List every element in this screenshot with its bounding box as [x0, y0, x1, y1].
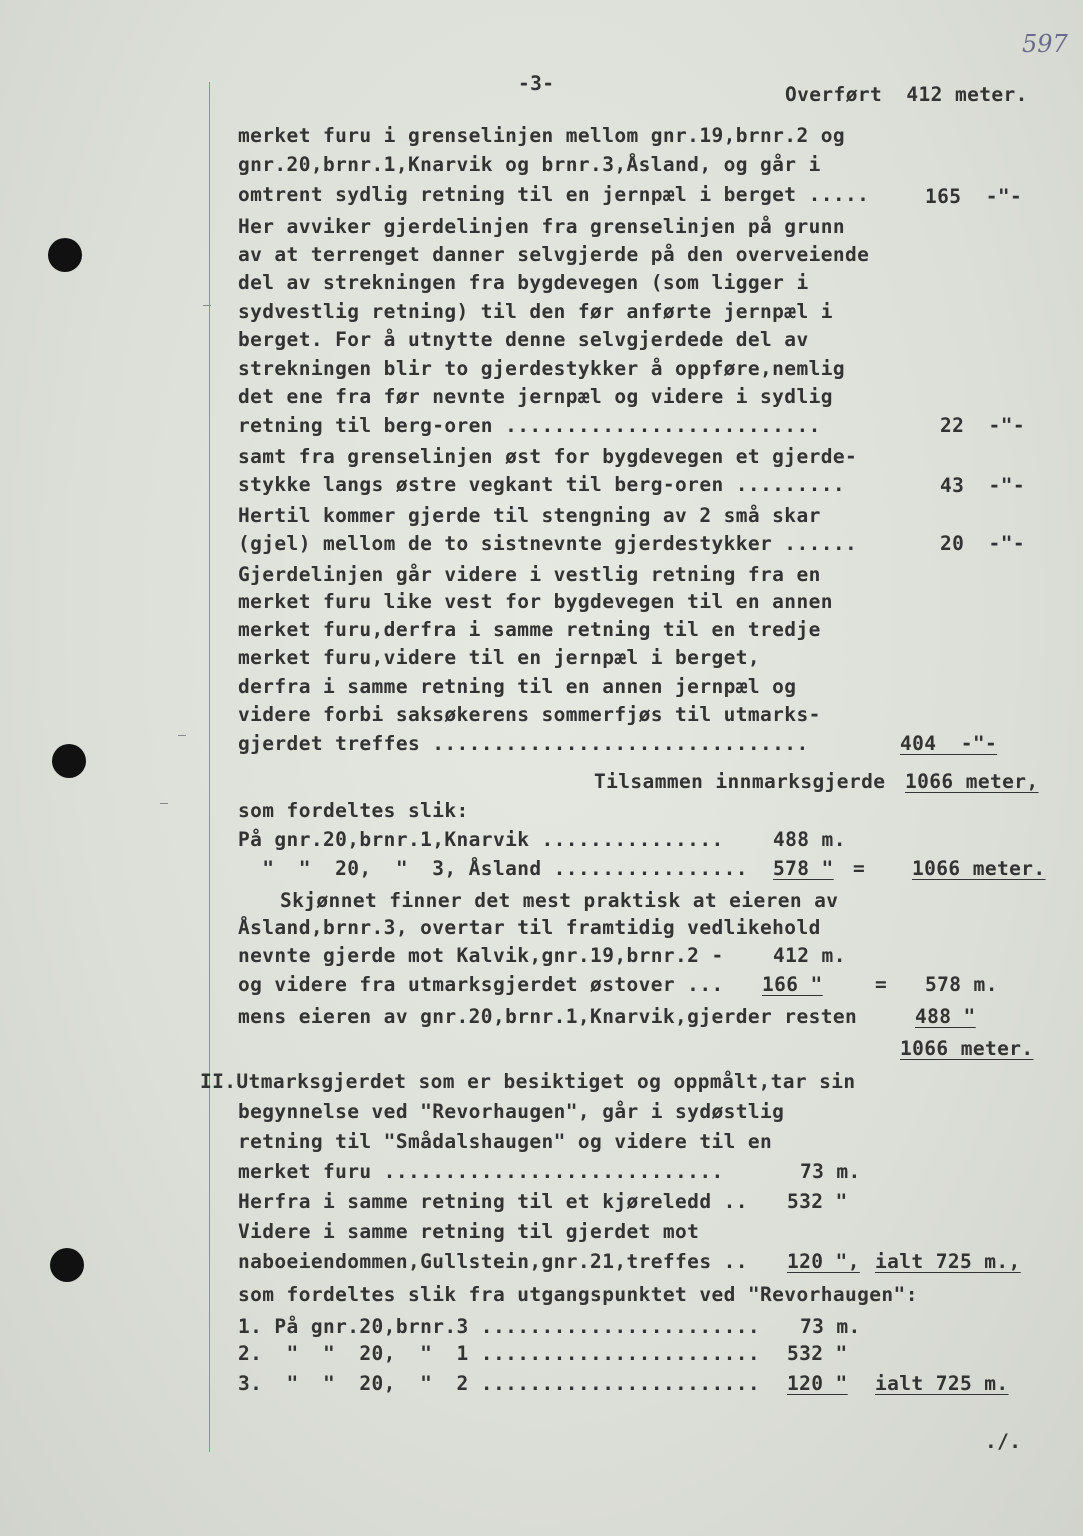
text-line: Herfra i samme retning til et kjøreledd ..: [238, 1190, 748, 1213]
text-line: merket furu,videre til en jernpæl i berget,: [238, 646, 761, 669]
amount: 488 ": [915, 1005, 976, 1028]
margin-tick: [178, 735, 186, 736]
text-line: " " 20, " 3, Åsland ................: [238, 857, 748, 880]
amount: 73 m.: [800, 1160, 861, 1183]
continuation-mark: ./.: [985, 1430, 1022, 1453]
text-line: nevnte gjerde mot Kalvik,gnr.19,brnr.2 -: [238, 944, 724, 967]
text-line: av at terrenget danner selvgjerde på den overveiende: [238, 243, 870, 266]
text-line: berget. For å utnytte denne selvgjerdede del av: [238, 328, 809, 351]
margin-rule: [209, 82, 210, 1452]
text-line: strekningen blir to gjerdestykker å oppføre,nemlig: [238, 357, 845, 380]
text-line: derfra i samme retning til en annen jernpæl og: [238, 675, 797, 698]
amount: 578 ": [773, 857, 834, 880]
text-line: begynnelse ved "Revorhaugen", går i sydøstlig: [238, 1100, 785, 1123]
text-line: som fordeltes slik:: [238, 799, 469, 822]
text-line: II.Utmarksgjerdet som er besiktiget og oppmålt,tar sin: [200, 1070, 856, 1093]
text-line: 3. " " 20, " 2 .......................: [238, 1372, 761, 1395]
text-line: merket furu like vest for bygdevegen til en annen: [238, 590, 833, 613]
margin-tick: [160, 803, 168, 804]
punch-hole: [52, 744, 86, 778]
text-line: videre forbi saksøkerens sommerfjøs til utmarks-: [238, 703, 821, 726]
text-line: naboeiendommen,Gullstein,gnr.21,treffes ..: [238, 1250, 748, 1273]
text-line: og videre fra utmarksgjerdet østover ...: [238, 973, 724, 996]
amount: 1066 meter.: [900, 1037, 1034, 1060]
text-line: del av strekningen fra bygdevegen (som ligger i: [238, 271, 809, 294]
amount: 412 m.: [773, 944, 846, 967]
text-line: retning til berg-oren ..........................: [238, 414, 821, 437]
text-line: merket furu ............................: [238, 1160, 724, 1183]
text-line: mens eieren av gnr.20,brnr.1,Knarvik,gjerder resten: [238, 1005, 858, 1028]
text-line: Her avviker gjerdelinjen fra grenselinjen på grunn: [238, 215, 845, 238]
amount: 43 -"-: [940, 474, 1025, 497]
amount: ialt 725 m.,: [875, 1250, 1021, 1273]
amount: 22 -"-: [940, 414, 1025, 437]
text-line: sydvestlig retning) til den før anførte jernpæl i: [238, 300, 833, 323]
punch-hole: [50, 1248, 84, 1282]
amount: 20 -"-: [940, 532, 1025, 555]
amount: 578 m.: [925, 973, 998, 996]
margin-tick: [203, 305, 211, 306]
text-line: 1. På gnr.20,brnr.3 .......................: [238, 1315, 761, 1338]
text-line: Åsland,brnr.3, overtar til framtidig vedlikehold: [238, 916, 821, 939]
amount: 532 ": [787, 1190, 848, 1213]
section-marker: -3-: [518, 72, 555, 95]
punch-hole: [48, 238, 82, 272]
equals: =: [853, 857, 866, 880]
text-line: stykke langs østre vegkant til berg-oren .........: [238, 473, 845, 496]
text-line: merket furu,derfra i samme retning til en tredje: [238, 618, 821, 641]
amount: 120 ": [787, 1372, 848, 1395]
text-line: 2. " " 20, " 1 .......................: [238, 1342, 761, 1365]
text-line: Hertil kommer gjerde til stengning av 2 små skar: [238, 504, 821, 527]
text-line: det ene fra før nevnte jernpæl og videre i sydlig: [238, 385, 833, 408]
amount: 165 -"-: [925, 185, 1023, 208]
amount: 120 ",: [787, 1250, 860, 1273]
total-label: Tilsammen innmarksgjerde: [594, 770, 886, 793]
amount: 404 -"-: [900, 732, 998, 755]
amount: 488 m.: [773, 828, 846, 851]
text-line: merket furu i grenselinjen mellom gnr.19,brnr.2 og: [238, 124, 845, 147]
text-line: omtrent sydlig retning til en jernpæl i berget .....: [238, 183, 870, 206]
amount: ialt 725 m.: [875, 1372, 1009, 1395]
text-line: Videre i samme retning til gjerdet mot: [238, 1220, 700, 1243]
text-line: gjerdet treffes ...............................: [238, 732, 809, 755]
text-line: På gnr.20,brnr.1,Knarvik ...............: [238, 828, 724, 851]
carried-over: Overført 412 meter.: [785, 83, 1028, 106]
page-number: 597: [1022, 30, 1068, 58]
text-line: Gjerdelinjen går videre i vestlig retning fra en: [238, 563, 821, 586]
amount: 73 m.: [800, 1315, 861, 1338]
equals: =: [875, 973, 888, 996]
total-value: 1066 meter,: [905, 770, 1039, 793]
amount: 166 ": [762, 973, 823, 996]
text-line: gnr.20,brnr.1,Knarvik og brnr.3,Åsland, og går i: [238, 153, 821, 176]
amount: 1066 meter.: [912, 857, 1046, 880]
text-line: (gjel) mellom de to sistnevnte gjerdestykker ......: [238, 532, 858, 555]
text-line: Skjønnet finner det mest praktisk at eieren av: [280, 889, 839, 912]
text-line: retning til "Smådalshaugen" og videre til en: [238, 1130, 773, 1153]
text-line: som fordeltes slik fra utgangspunktet ved "Revorhaugen":: [238, 1283, 918, 1306]
amount: 532 ": [787, 1342, 848, 1365]
text-line: samt fra grenselinjen øst for bygdevegen et gjerde-: [238, 445, 858, 468]
